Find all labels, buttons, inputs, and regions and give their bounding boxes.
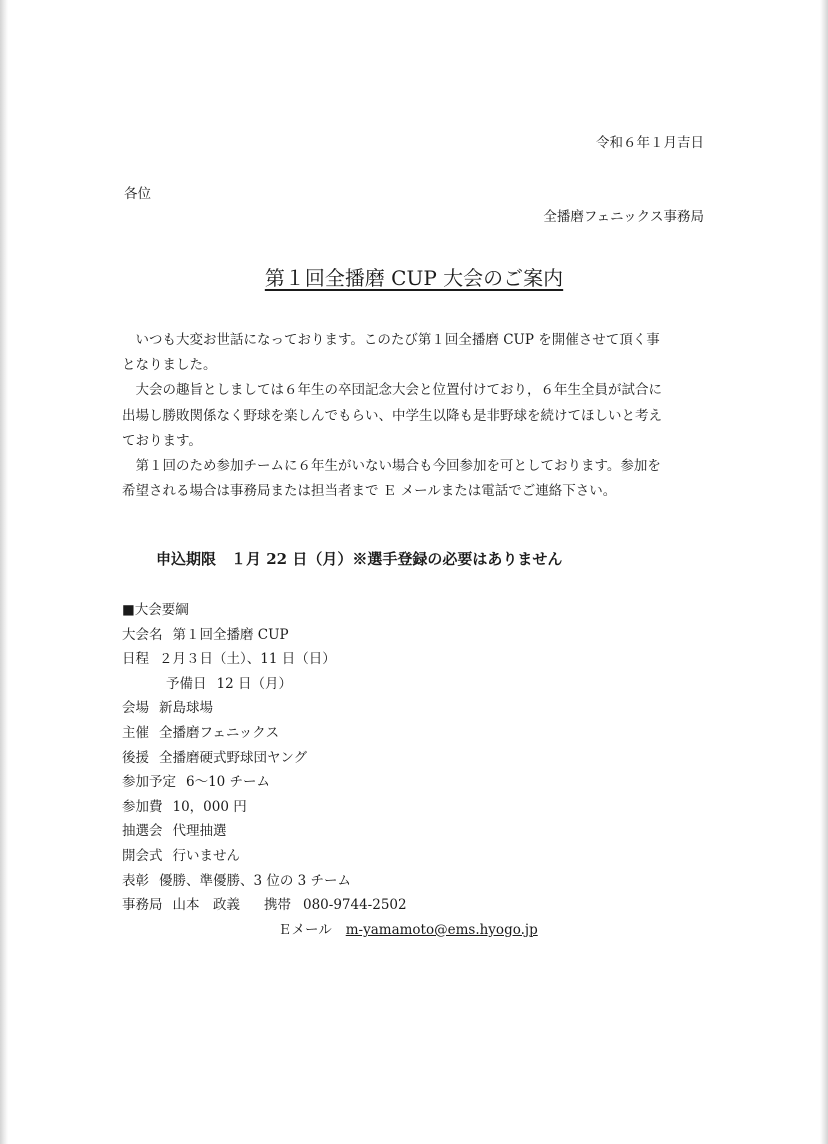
outline-row-reserve-day (122, 672, 538, 697)
row-value: 行いません (172, 847, 240, 864)
row-value: 代理抽選 (172, 823, 227, 840)
outline-row-office (122, 893, 538, 918)
row-label: 後援 (122, 749, 149, 766)
body-paragraph: いつも大変お世話になっております。このたび第１回全播磨 CUP を開催させて頂く事となりました。 (122, 332, 660, 374)
document-title (0, 262, 828, 291)
outline-row-organizer (122, 721, 538, 746)
row-label: 参加予定 (122, 774, 176, 791)
row-label: 参加費 (122, 798, 163, 815)
outline-row-tournament-name (122, 623, 538, 648)
row-value: 6～10 チーム (186, 774, 271, 791)
row-value: ２月３日（土）、11 日（日） (159, 651, 336, 668)
row-value: 第１回全播磨 CUP (172, 626, 289, 643)
row-value: 12 日（月） (216, 675, 292, 692)
outline-row-email (122, 918, 538, 943)
outline-row-lottery (122, 819, 538, 844)
outline-row-sponsor (122, 746, 538, 771)
document-title-text: 第１回全播磨 CUP 大会のご案内 (264, 266, 564, 290)
row-label: 日程 (122, 651, 149, 668)
row-label: 表彰 (122, 872, 149, 889)
mobile-label: 携帯 (264, 897, 291, 914)
outline-row-schedule (122, 647, 538, 672)
row-label: 開会式 (122, 847, 163, 864)
row-label: 会場 (122, 700, 149, 717)
office-person: 山本 政義 (172, 897, 240, 914)
tournament-outline (122, 598, 538, 942)
addressee: 各位 (124, 186, 151, 202)
outline-row-awards (122, 869, 538, 894)
outline-row-fee (122, 795, 538, 820)
row-label: 主催 (122, 724, 149, 741)
row-label: 予備日 (166, 675, 207, 692)
mobile-number: 080-9744-2502 (303, 897, 407, 914)
row-value: 全播磨フェニックス (159, 724, 280, 741)
row-value: 優勝、準優勝、3 位の 3 チーム (159, 872, 352, 889)
application-deadline: 申込期限 １月 22 日（月）※選手登録の必要はありません (156, 550, 563, 568)
row-value: 10，000 円 (172, 798, 247, 815)
email-label: Ｅメール (278, 921, 332, 938)
body-paragraph: 第１回のため参加チームに６年生がいない場合も今回参加を可としております。参加を希望される場合は事務局または担当者まで Ｅ メールまたは電話でご連絡下さい。 (122, 458, 661, 500)
sender: 全播磨フェニックス事務局 (543, 209, 704, 225)
row-value: 新島球場 (159, 700, 213, 717)
outline-row-venue (122, 696, 538, 721)
email-link[interactable]: m-yamamoto@ems.hyogo.jp (345, 921, 538, 938)
document-date: 令和６年１月吉日 (596, 135, 704, 151)
row-label: 事務局 (122, 897, 163, 914)
body-paragraph: 大会の趣旨としましては６年生の卒団記念大会と位置付けており，６年生全員が試合に出場し勝敗関係なく野球を楽しんでもらい、中学生以降も是非野球を続けてほしいと考えております。 (122, 382, 662, 449)
body-text (122, 328, 662, 504)
outline-row-opening (122, 844, 538, 869)
outline-row-planned-teams (122, 770, 538, 795)
outline-heading: ■大会要綱 (122, 602, 189, 618)
row-label: 抽選会 (122, 823, 163, 840)
row-label: 大会名 (122, 626, 163, 643)
row-value: 全播磨硬式野球団ヤング (159, 749, 308, 766)
